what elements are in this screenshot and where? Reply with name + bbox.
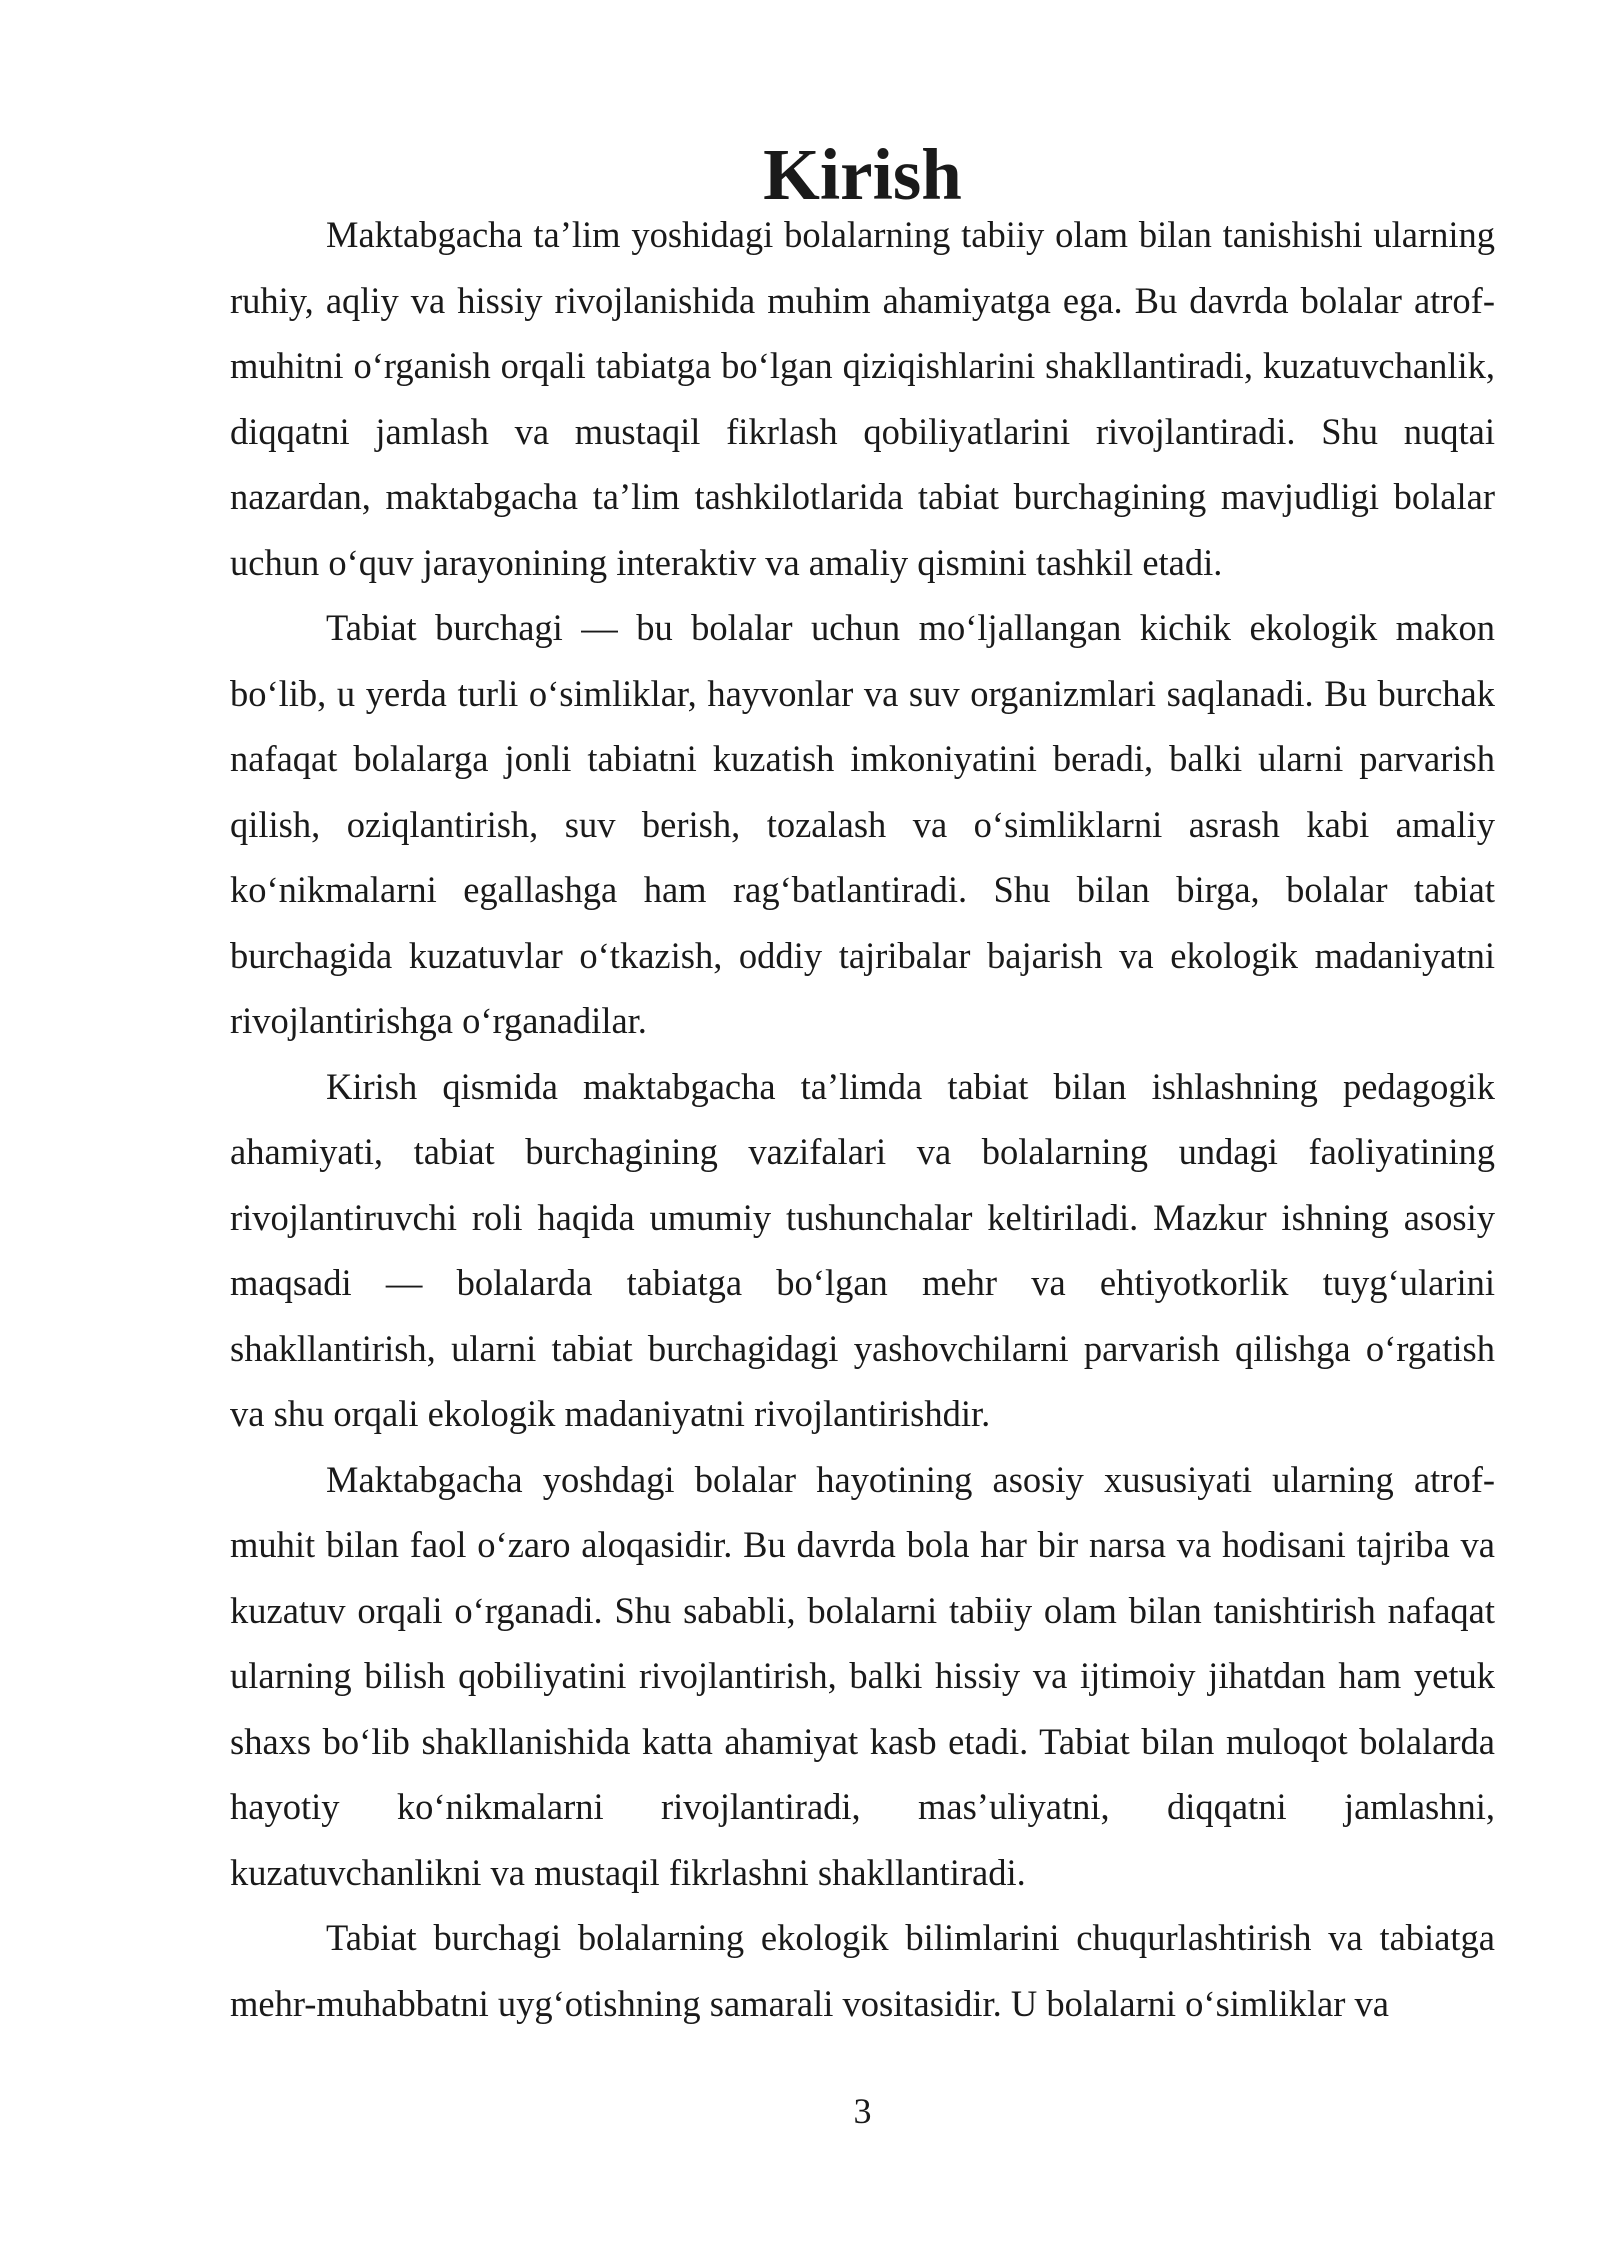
- paragraph-3: Kirish qismida maktabgacha ta’limda tabiat bilan ishlashning pedagogik ahamiyati, tabiat burchagining vazifalari va bolalarning undagi faoliyatining rivojlantiruvchi roli haqida umumiy tushunchalar keltiriladi. Mazkur ishning asosiy maqsadi — bolalarda tabiatga bo‘lgan mehr va ehtiyotkorlik tuyg‘ularini shakllantirish, ularni tabiat burchagidagi yashovchilarni parvarish qilishga o‘rgatish va shu orqali ekologik madaniyatni rivojlantirishdir.: [230, 1065, 1495, 1434]
- page-number: 3: [853, 2091, 872, 2131]
- paragraph-5: Tabiat burchagi bolalarning ekologik bilimlarini chuqurlashtirish va tabiatga mehr-muhabbatni uyg‘otishning samarali vositasidir. U bolalarni o‘simliklar va: [230, 1917, 1495, 2024]
- paragraph-2: Tabiat burchagi — bu bolalar uchun mo‘ljallangan kichik ekologik makon bo‘lib, u yerda turli o‘simliklar, hayvonlar va suv organizmlari saqlanadi. Bu burchak nafaqat bolalarga jonli tabiatni kuzatish imkoniyatini beradi, balki ularni parvarish qilish, oziqlantirish, suv berish, tozalash va o‘simliklarni asrash kabi amaliy ko‘nikmalarni egallashga ham rag‘batlantiradi. Shu bilan birga, bolalar tabiat burchagida kuzatuvlar o‘tkazish, oddiy tajribalar bajarish va ekologik madaniyatni rivojlantirishga o‘rganadilar.: [230, 607, 1495, 1041]
- section-title: Kirish: [763, 134, 962, 215]
- page-content: [230, 134, 1495, 2036]
- paragraph-1: Maktabgacha ta’lim yoshidagi bolalarning tabiiy olam bilan tanishishi ularning ruhiy, aqliy va hissiy rivojlanishida muhim ahamiyatga ega. Bu davrda bolalar atrof-muhitni o‘rganish orqali tabiatga bo‘lgan qiziqishlarini shakllantiradi, kuzatuvchanlik, diqqatni jamlash va mustaqil fikrlash qobiliyatlarini rivojlantiradi. Shu nuqtai nazardan, maktabgacha ta’lim tashkilotlarida tabiat burchagining mavjudligi bolalar uchun o‘quv jarayonining interaktiv va amaliy qismini tashkil etadi.: [230, 214, 1495, 583]
- paragraph-4: Maktabgacha yoshdagi bolalar hayotining asosiy xususiyati ularning atrof-muhit bilan faol o‘zaro aloqasidir. Bu davrda bola har bir narsa va hodisani tajriba va kuzatuv orqali o‘rganadi. Shu sababli, bolalarni tabiiy olam bilan tanishtirish nafaqat ularning bilish qobiliyatini rivojlantirish, balki hissiy va ijtimoiy jihatdan ham yetuk shaxs bo‘lib shakllanishida katta ahamiyat kasb etadi. Tabiat bilan muloqot bolalarda hayotiy ko‘nikmalarni rivojlantiradi, mas’uliyatni, diqqatni jamlashni, kuzatuvchanlikni va mustaqil fikrlashni shakllantiradi.: [230, 1458, 1495, 1893]
